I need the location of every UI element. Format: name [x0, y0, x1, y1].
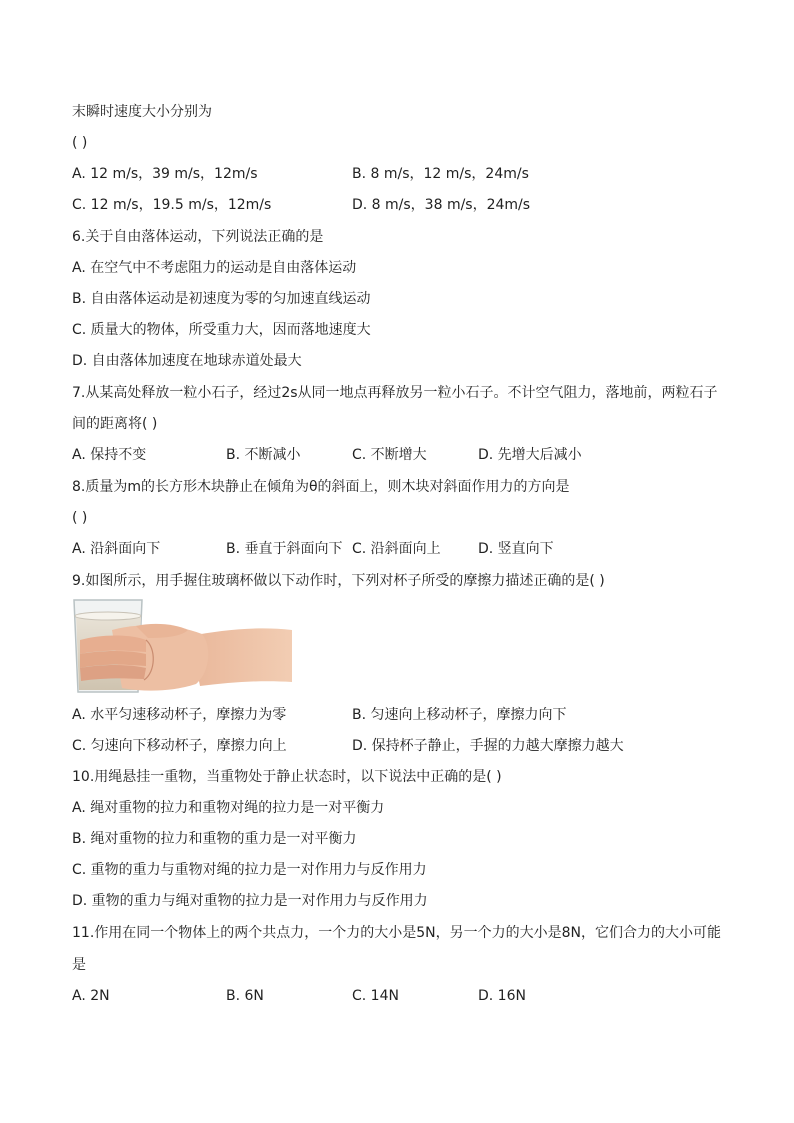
q8-option-c: C. 沿斜面向上 — [352, 541, 441, 557]
q6-option-a: A. 在空气中不考虑阻力的运动是自由落体运动 — [72, 260, 357, 276]
q11-option-b: B. 6N — [226, 988, 264, 1004]
q10-option-d: D. 重物的重力与绳对重物的拉力是一对作用力与反作用力 — [72, 893, 428, 909]
q9-option-b: B. 匀速向上移动杯子，摩擦力向下 — [352, 707, 567, 723]
q8-option-a: A. 沿斜面向下 — [72, 541, 161, 557]
q6-stem: 6.关于自由落体运动，下列说法正确的是 — [72, 229, 324, 245]
q10-option-c: C. 重物的重力与重物对绳的拉力是一对作用力与反作用力 — [72, 862, 427, 878]
q10-stem: 10.用绳悬挂一重物，当重物处于静止状态时，以下说法中正确的是( ) — [72, 769, 502, 785]
q9-stem: 9.如图所示，用手握住玻璃杯做以下动作时，下列对杯子所受的摩擦力描述正确的是( ) — [72, 573, 605, 589]
q7-option-d: D. 先增大后减小 — [478, 447, 582, 463]
hand-holding-glass-image — [72, 596, 292, 697]
q8-option-d: D. 竖直向下 — [478, 541, 554, 557]
q6-option-d: D. 自由落体加速度在地球赤道处最大 — [72, 353, 302, 369]
q11-option-c: C. 14N — [352, 988, 399, 1004]
q10-option-b: B. 绳对重物的拉力和重物的重力是一对平衡力 — [72, 831, 357, 847]
q8-stem: 8.质量为m的长方形木块静止在倾角为θ的斜面上，则木块对斜面作用力的方向是 — [72, 479, 570, 495]
q9-option-d: D. 保持杯子静止，手握的力越大摩擦力越大 — [352, 738, 624, 754]
q7-stem-line-2: 间的距离将( ) — [72, 416, 158, 432]
q11-option-d: D. 16N — [478, 988, 526, 1004]
q5-option-d: D. 8 m/s，38 m/s，24m/s — [352, 197, 531, 213]
q11-stem-line-2: 是 — [72, 957, 86, 973]
q5-option-c: C. 12 m/s，19.5 m/s，12m/s — [72, 197, 272, 213]
q6-option-b: B. 自由落体运动是初速度为零的匀加速直线运动 — [72, 291, 371, 307]
q7-option-b: B. 不断减小 — [226, 447, 301, 463]
q10-option-a: A. 绳对重物的拉力和重物对绳的拉力是一对平衡力 — [72, 800, 385, 816]
q6-option-c: C. 质量大的物体，所受重力大，因而落地速度大 — [72, 322, 371, 338]
q7-stem-line-1: 7.从某高处释放一粒小石子，经过2s从同一地点再释放另一粒小石子。不计空气阻力，落地前，两粒石子 — [72, 385, 718, 401]
q5-option-b: B. 8 m/s，12 m/s，24m/s — [352, 166, 529, 182]
q7-option-c: C. 不断增大 — [352, 447, 427, 463]
q8-answer-paren: ( ) — [72, 510, 88, 526]
q8-option-b: B. 垂直于斜面向下 — [226, 541, 343, 557]
hand-glass-illustration — [72, 596, 292, 697]
q9-option-a: A. 水平匀速移动杯子，摩擦力为零 — [72, 707, 287, 723]
q11-option-a: A. 2N — [72, 988, 110, 1004]
q11-stem-line-1: 11.作用在同一个物体上的两个共点力，一个力的大小是5N，另一个力的大小是8N，它们合力的大小可能 — [72, 925, 722, 941]
q7-option-a: A. 保持不变 — [72, 447, 147, 463]
q5-option-a: A. 12 m/s，39 m/s，12m/s — [72, 166, 258, 182]
q5-stem-tail: 末瞬时速度大小分别为 — [72, 104, 212, 120]
q5-answer-paren: ( ) — [72, 135, 88, 151]
q9-option-c: C. 匀速向下移动杯子，摩擦力向上 — [72, 738, 287, 754]
